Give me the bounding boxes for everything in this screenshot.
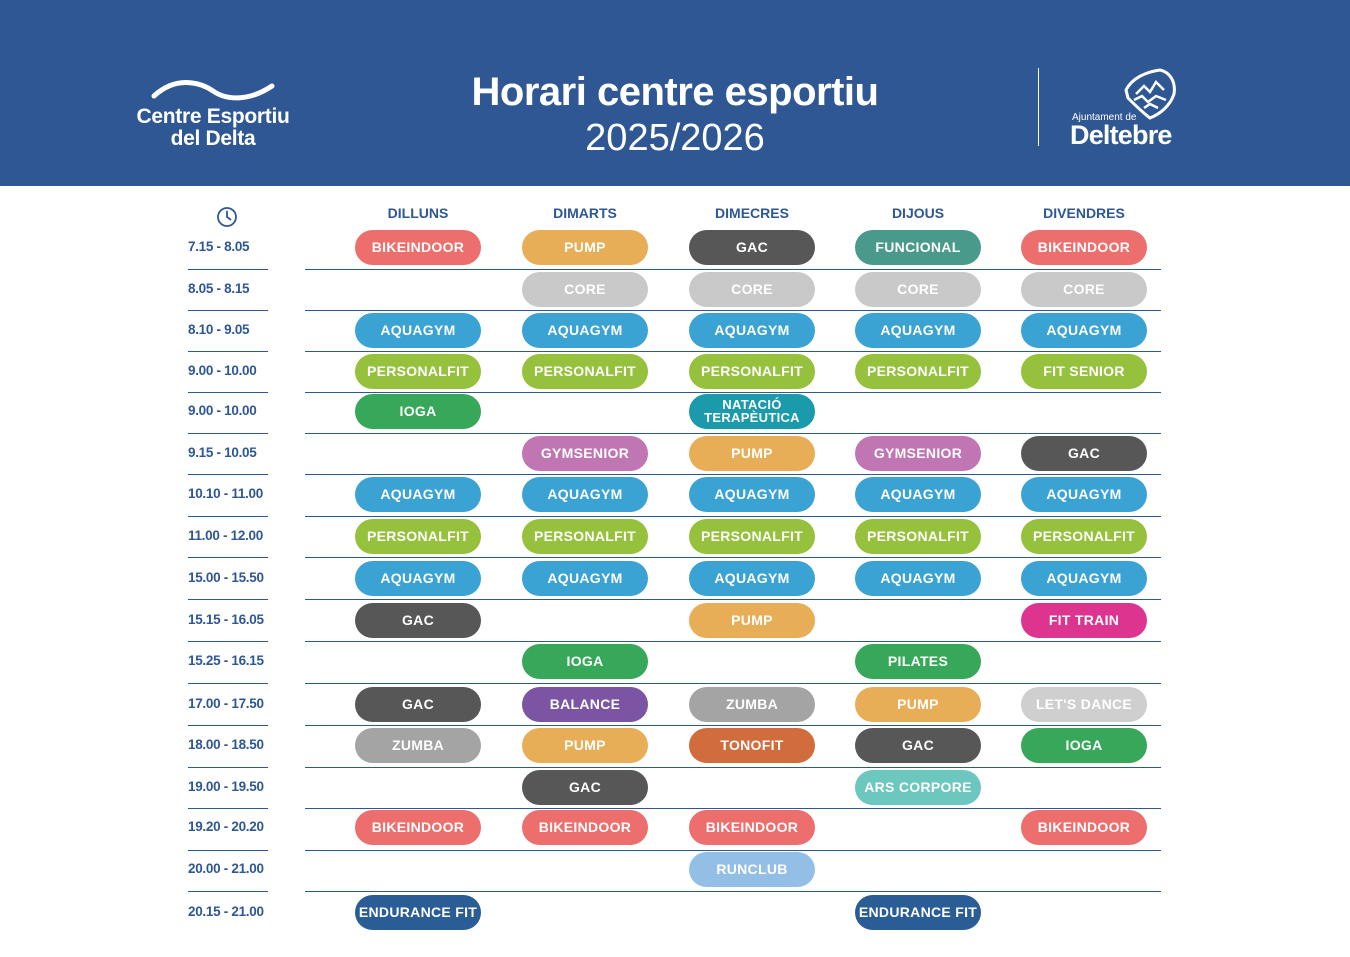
class-pill: BIKEINDOOR — [689, 810, 815, 845]
class-pill: ENDURANCE FIT — [855, 895, 981, 930]
time-slot-label: 20.15 - 21.00 — [188, 904, 264, 919]
class-pill: AQUAGYM — [855, 477, 981, 512]
class-pill: ZUMBA — [689, 687, 815, 722]
row-divider — [305, 557, 1161, 558]
class-pill: PUMP — [689, 436, 815, 471]
time-slot-label: 9.15 - 10.05 — [188, 445, 257, 460]
day-header-dilluns: DILLUNS — [387, 205, 449, 221]
class-pill: CORE — [689, 272, 815, 307]
time-divider — [188, 557, 268, 558]
day-header-dimarts: DIMARTS — [553, 205, 617, 221]
time-slot-label: 8.10 - 9.05 — [188, 322, 250, 337]
class-pill: AQUAGYM — [355, 561, 481, 596]
row-divider — [305, 725, 1161, 726]
class-pill: AQUAGYM — [522, 313, 648, 348]
time-slot-label: 20.00 - 21.00 — [188, 861, 264, 876]
class-pill: AQUAGYM — [855, 561, 981, 596]
class-pill: AQUAGYM — [689, 313, 815, 348]
class-pill: PILATES — [855, 644, 981, 679]
class-pill: BIKEINDOOR — [355, 230, 481, 265]
class-pill: PERSONALFIT — [355, 354, 481, 389]
class-pill: PERSONALFIT — [1021, 519, 1147, 554]
row-divider — [305, 683, 1161, 684]
logo-right-big: Deltebre — [1070, 120, 1172, 150]
class-pill: GAC — [1021, 436, 1147, 471]
class-pill: CORE — [855, 272, 981, 307]
time-divider — [188, 641, 268, 642]
time-slot-label: 15.00 - 15.50 — [188, 570, 264, 585]
class-pill: ENDURANCE FIT — [355, 895, 481, 930]
wave-icon — [148, 78, 278, 104]
time-divider — [188, 392, 268, 393]
class-pill: GYMSENIOR — [522, 436, 648, 471]
row-divider — [305, 599, 1161, 600]
class-pill: AQUAGYM — [855, 313, 981, 348]
class-pill: PUMP — [855, 687, 981, 722]
header-banner — [0, 0, 1350, 186]
logo-left-line1: Centre Esportiu — [136, 105, 290, 128]
time-divider — [188, 891, 268, 892]
time-divider — [188, 351, 268, 352]
time-slot-label: 15.15 - 16.05 — [188, 612, 264, 627]
class-pill: AQUAGYM — [522, 477, 648, 512]
row-divider — [305, 891, 1161, 892]
time-divider — [188, 474, 268, 475]
time-divider — [188, 269, 268, 270]
class-pill: BIKEINDOOR — [1021, 810, 1147, 845]
time-slot-label: 9.00 - 10.00 — [188, 403, 257, 418]
class-pill: IOGA — [522, 644, 648, 679]
class-pill: AQUAGYM — [1021, 313, 1147, 348]
class-pill: BIKEINDOOR — [522, 810, 648, 845]
row-divider — [305, 269, 1161, 270]
class-pill: PERSONALFIT — [355, 519, 481, 554]
time-divider — [188, 433, 268, 434]
time-slot-label: 15.25 - 16.15 — [188, 653, 264, 668]
row-divider — [305, 850, 1161, 851]
day-header-dimecres: DIMECRES — [715, 205, 789, 221]
time-slot-label: 11.00 - 12.00 — [188, 528, 263, 543]
time-slot-label: 8.05 - 8.15 — [188, 281, 250, 296]
day-header-dijous: DIJOUS — [891, 205, 945, 221]
class-pill: IOGA — [1021, 728, 1147, 763]
class-pill: PERSONALFIT — [855, 354, 981, 389]
row-divider — [305, 433, 1161, 434]
logo-left-line2: del Delta — [170, 127, 256, 150]
row-divider — [305, 516, 1161, 517]
row-divider — [305, 310, 1161, 311]
class-pill: PERSONALFIT — [522, 354, 648, 389]
row-divider — [305, 392, 1161, 393]
time-slot-label: 10.10 - 11.00 — [188, 486, 263, 501]
time-slot-label: 9.00 - 10.00 — [188, 363, 257, 378]
class-pill: PUMP — [689, 603, 815, 638]
time-divider — [188, 310, 268, 311]
time-divider — [188, 808, 268, 809]
time-slot-label: 19.00 - 19.50 — [188, 779, 264, 794]
class-pill: FIT SENIOR — [1021, 354, 1147, 389]
time-slot-label: 18.00 - 18.50 — [188, 737, 264, 752]
header-divider — [1038, 68, 1039, 146]
page-subtitle: 2025/2026 — [585, 117, 765, 159]
page-title: Horari centre esportiu — [471, 70, 879, 114]
class-pill: PERSONALFIT — [522, 519, 648, 554]
class-pill: PERSONALFIT — [855, 519, 981, 554]
class-pill: LET'S DANCE — [1021, 687, 1147, 722]
class-pill: GAC — [689, 230, 815, 265]
class-pill: IOGA — [355, 394, 481, 429]
clock-icon — [216, 206, 238, 228]
class-pill: PUMP — [522, 728, 648, 763]
centre-esportiu-logo — [128, 78, 298, 150]
time-slot-label: 19.20 - 20.20 — [188, 819, 264, 834]
class-pill: CORE — [1021, 272, 1147, 307]
time-slot-label: 17.00 - 17.50 — [188, 696, 264, 711]
class-pill: ARS CORPORE — [855, 770, 981, 805]
time-divider — [188, 725, 268, 726]
class-pill: TONOFIT — [689, 728, 815, 763]
class-pill: BIKEINDOOR — [355, 810, 481, 845]
row-divider — [305, 808, 1161, 809]
class-pill: FUNCIONAL — [855, 230, 981, 265]
time-divider — [188, 683, 268, 684]
class-pill: AQUAGYM — [1021, 477, 1147, 512]
class-pill: PUMP — [522, 230, 648, 265]
time-divider — [188, 767, 268, 768]
class-pill: GYMSENIOR — [855, 436, 981, 471]
class-pill: AQUAGYM — [689, 477, 815, 512]
logo-right-small: Ajuntament de — [1072, 112, 1137, 123]
class-pill: GAC — [522, 770, 648, 805]
class-pill: GAC — [355, 687, 481, 722]
class-pill: AQUAGYM — [355, 313, 481, 348]
time-divider — [188, 516, 268, 517]
row-divider — [305, 641, 1161, 642]
class-pill: AQUAGYM — [689, 561, 815, 596]
class-pill: AQUAGYM — [355, 477, 481, 512]
class-pill: BALANCE — [522, 687, 648, 722]
class-pill: FIT TRAIN — [1021, 603, 1147, 638]
class-pill: PERSONALFIT — [689, 354, 815, 389]
class-pill: AQUAGYM — [1021, 561, 1147, 596]
class-pill: BIKEINDOOR — [1021, 230, 1147, 265]
class-pill: AQUAGYM — [522, 561, 648, 596]
day-header-divendres: DIVENDRES — [1043, 205, 1125, 221]
class-pill: NATACIÓ TERAPÈUTICA — [689, 394, 815, 429]
class-pill: RUNCLUB — [689, 852, 815, 887]
title-block — [375, 68, 975, 160]
class-pill: GAC — [355, 603, 481, 638]
time-slot-label: 7.15 - 8.05 — [188, 239, 250, 254]
class-pill: PERSONALFIT — [689, 519, 815, 554]
row-divider — [305, 767, 1161, 768]
class-pill: ZUMBA — [355, 728, 481, 763]
class-pill: GAC — [855, 728, 981, 763]
time-divider — [188, 850, 268, 851]
class-pill: CORE — [522, 272, 648, 307]
row-divider — [305, 351, 1161, 352]
row-divider — [305, 474, 1161, 475]
time-divider — [188, 599, 268, 600]
